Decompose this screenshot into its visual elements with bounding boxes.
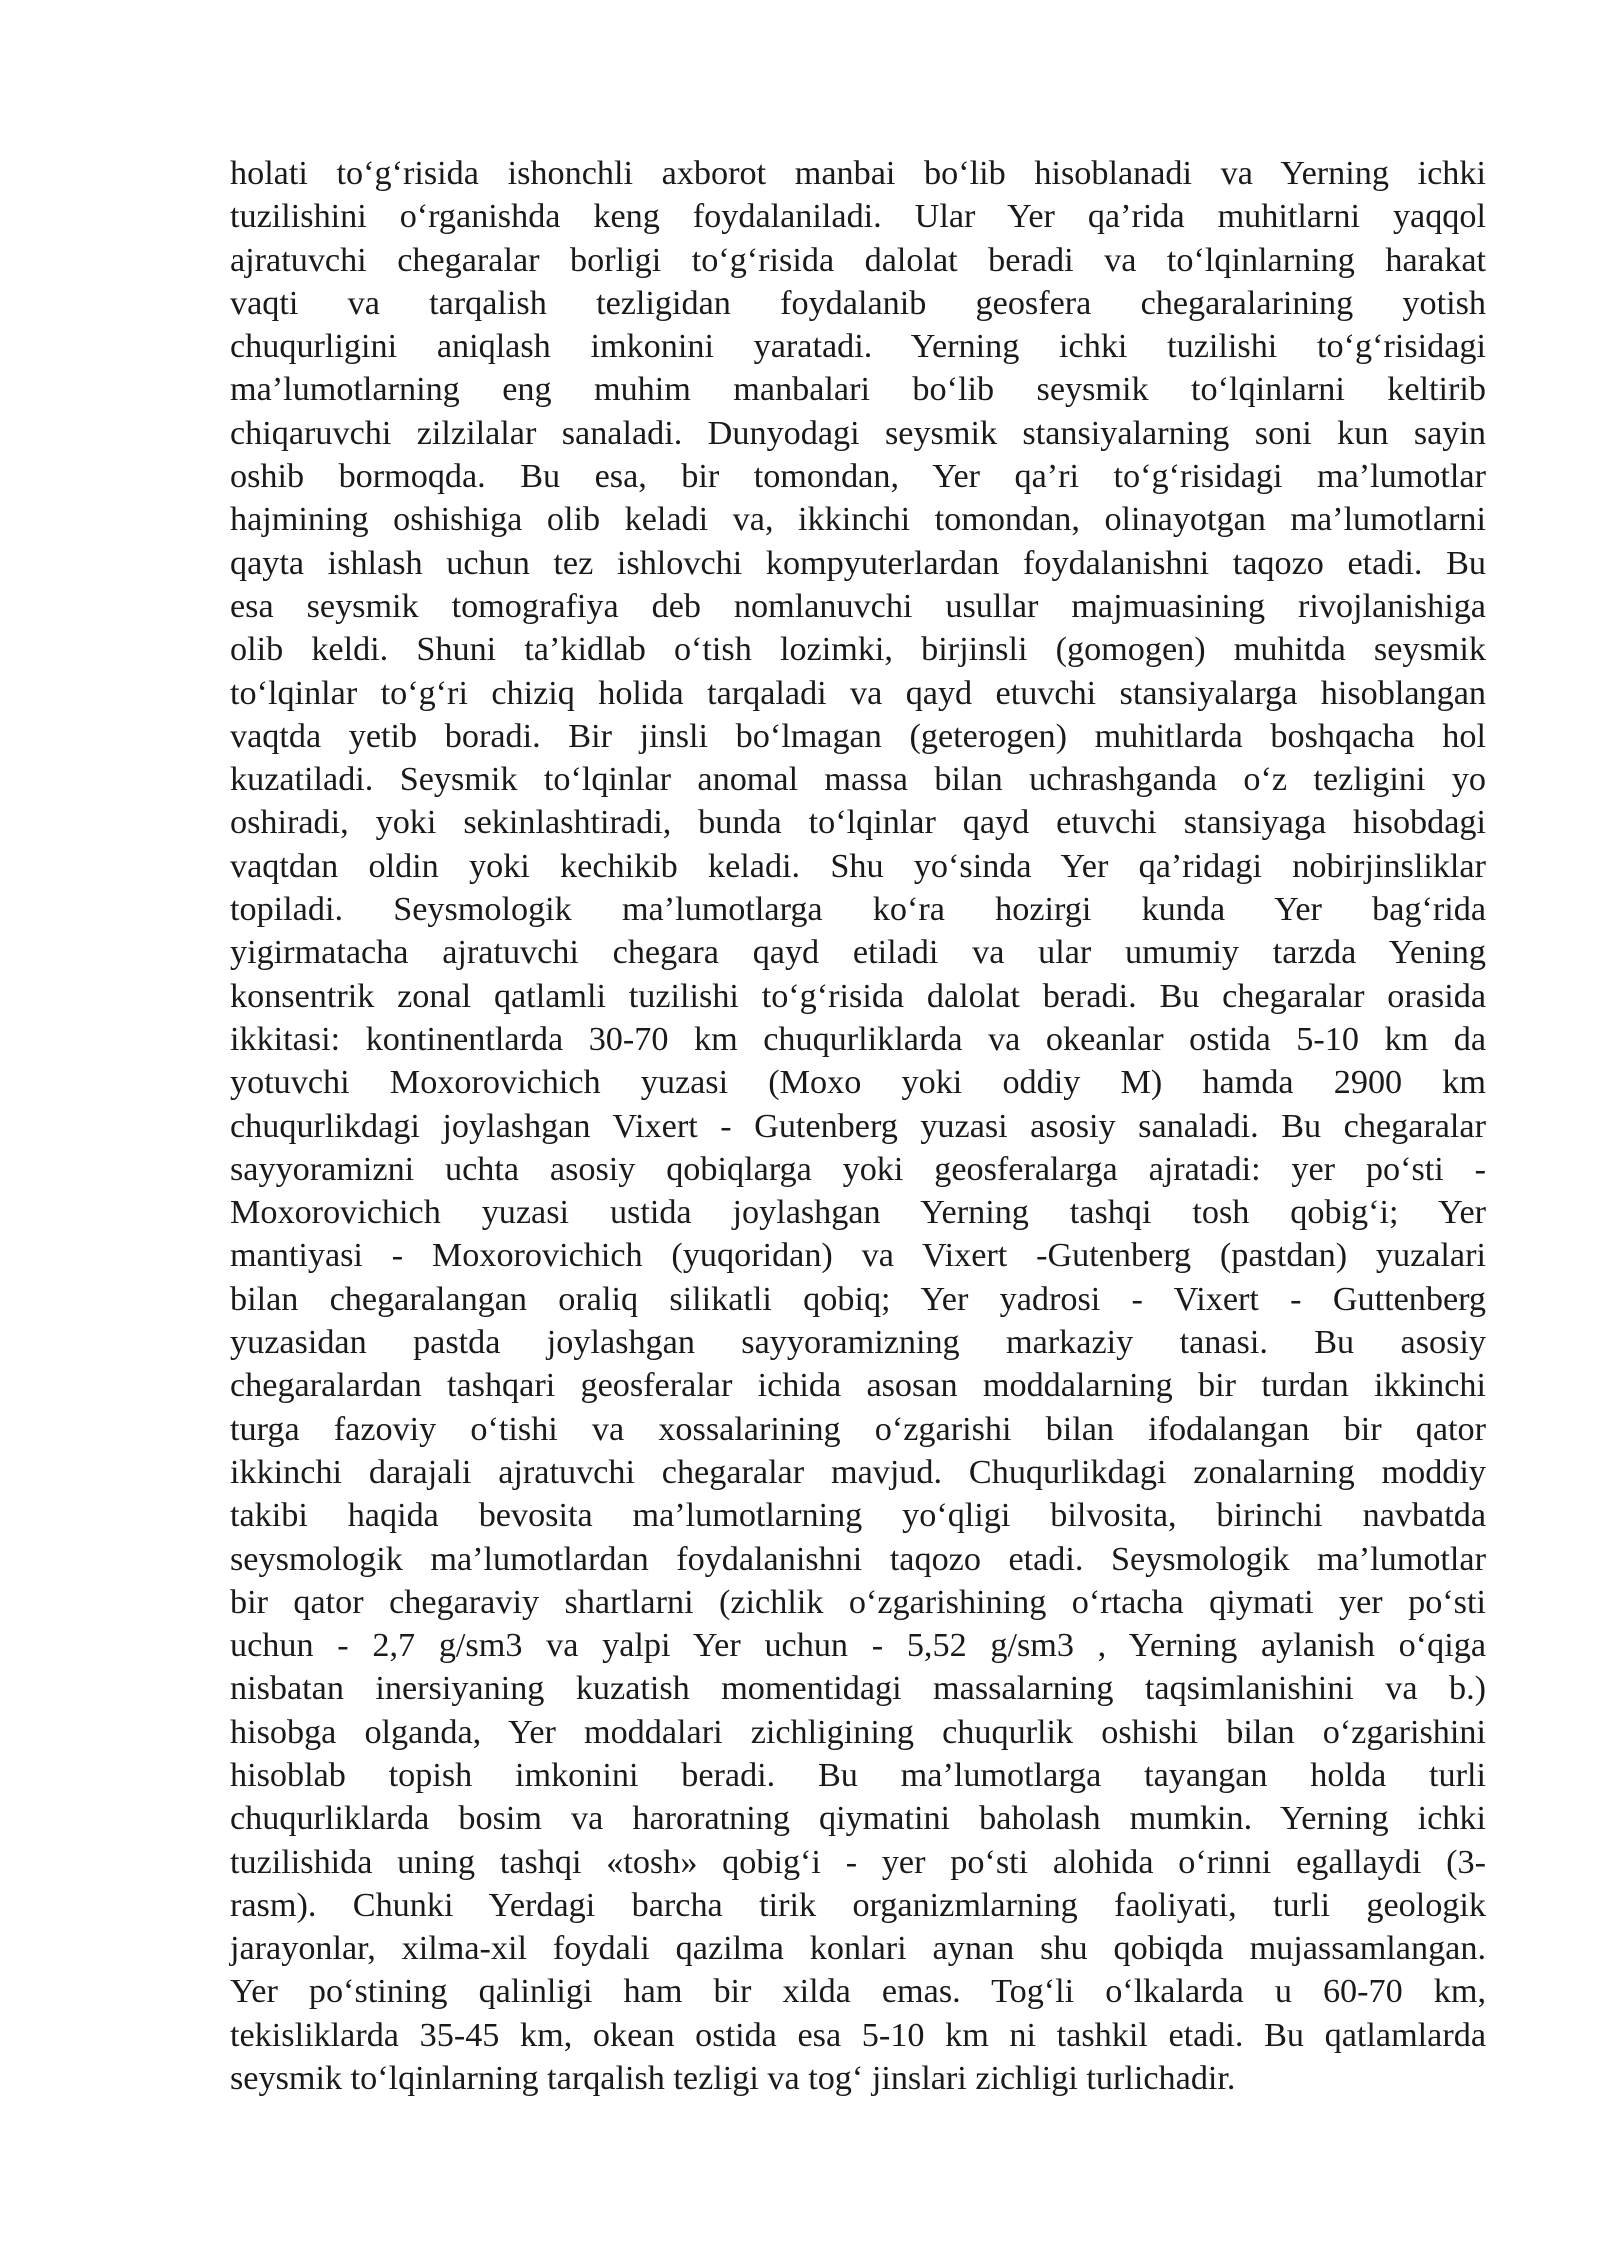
text-line: oshib bormoqda. Bu esa, bir tomondan, Yer qa’ri to‘g‘risidagi ma’lumotlar (230, 458, 1486, 496)
text-line: seysmologik ma’lumotlardan foydalanishni taqozo etadi. Seysmologik ma’lumotlar (230, 1540, 1486, 1578)
text-line: seysmik to‘lqinlarning tarqalish tezligi va tog‘ jinslari zichligi turlichadir. (230, 2060, 1236, 2098)
body-paragraph (230, 152, 1486, 2100)
text-line: tuzilishida uning tashqi «tosh» qobig‘i - yer po‘sti alohida o‘rinni egallaydi (3- (230, 1843, 1486, 1881)
text-line: turga fazoviy o‘tishi va xossalarining o‘zgarishi bilan ifodalangan bir qator (230, 1410, 1486, 1448)
text-line: Moxorovichich yuzasi ustida joylashgan Yerning tashqi tosh qobig‘i; Yer (230, 1194, 1486, 1232)
text-line: chuqurliklarda bosim va haroratning qiymatini baholash mumkin. Yerning ichki (230, 1800, 1486, 1838)
text-line: takibi haqida bevosita ma’lumotlarning yo‘qligi bilvosita, birinchi navbatda (230, 1497, 1486, 1535)
text-line: holati to‘g‘risida ishonchli axborot manbai bo‘lib hisoblanadi va Yerning ichki (230, 155, 1486, 192)
text-line: hisoblab topish imkonini beradi. Bu ma’lumotlarga tayangan holda turli (230, 1756, 1486, 1794)
text-line: kuzatiladi. Seysmik to‘lqinlar anomal massa bilan uchrashganda o‘z tezligini yo (230, 761, 1486, 799)
text-line: chuqurligini aniqlash imkonini yaratadi. Yerning ichki tuzilishi to‘g‘risidagi (230, 328, 1486, 366)
text-line: mantiyasi - Moxorovichich (yuqoridan) va Vixert -Gutenberg (pastdan) yuzalari (230, 1237, 1486, 1275)
text-line: vaqtda yetib boradi. Bir jinsli bo‘lmagan (geterogen) muhitlarda boshqacha hol (230, 717, 1486, 755)
text-line: ma’lumotlarning eng muhim manbalari bo‘lib seysmik to‘lqinlarni keltirib (230, 371, 1486, 409)
text-line: nisbatan inersiyaning kuzatish momentidagi massalarning taqsimlanishini va b.) (230, 1670, 1486, 1708)
text-line: to‘lqinlar to‘g‘ri chiziq holida tarqaladi va qayd etuvchi stansiyalarga hisoblangan (230, 674, 1486, 712)
text-line: yotuvchi Moxorovichich yuzasi (Moxo yoki oddiy M) hamda 2900 km (230, 1064, 1486, 1102)
text-line: tekisliklarda 35-45 km, okean ostida esa 5-10 km ni tashkil etadi. Bu qatlamlarda (230, 2016, 1486, 2054)
text-line: yuzasidan pastda joylashgan sayyoramizning markaziy tanasi. Bu asosiy (230, 1324, 1486, 1362)
text-line: olib keldi. Shuni ta’kidlab o‘tish lozimki, birjinsli (gomogen) muhitda seysmik (230, 631, 1486, 669)
text-line: rasm). Chunki Yerdagi barcha tirik organizmlarning faoliyati, turli geologik (230, 1886, 1486, 1924)
text-line: oshiradi, yoki sekinlashtiradi, bunda to‘lqinlar qayd etuvchi stansiyaga hisobdagi (230, 804, 1486, 842)
text-line: esa seysmik tomografiya deb nomlanuvchi usullar majmuasining rivojlanishiga (230, 587, 1486, 625)
text-line: vaqtdan oldin yoki kechikib keladi. Shu yo‘sinda Yer qa’ridagi nobirjinsliklar (230, 847, 1486, 885)
text-line: vaqti va tarqalish tezligidan foydalanib geosfera chegaralarining yotish (230, 284, 1486, 322)
text-line: jarayonlar, xilma-xil foydali qazilma konlari aynan shu qobiqda mujassamlangan. (230, 1930, 1486, 1968)
text-line: tuzilishini o‘rganishda keng foydalaniladi. Ular Yer qa’rida muhitlarni yaqqol (230, 198, 1486, 236)
text-line: hajmining oshishiga olib keladi va, ikkinchi tomondan, olinayotgan ma’lumotlarni (230, 501, 1486, 539)
text-line: bir qator chegaraviy shartlarni (zichlik o‘zgarishining o‘rtacha qiymati yer po‘sti (230, 1583, 1486, 1621)
text-line: ikkinchi darajali ajratuvchi chegaralar mavjud. Chuqurlikdagi zonalarning moddiy (230, 1453, 1486, 1491)
text-line: yigirmatacha ajratuvchi chegara qayd etiladi va ular umumiy tarzda Yening (230, 934, 1486, 972)
text-line: chiqaruvchi zilzilalar sanaladi. Dunyodagi seysmik stansiyalarning soni kun sayin (230, 414, 1486, 452)
text-line: topiladi. Seysmologik ma’lumotlarga ko‘ra hozirgi kunda Yer bag‘rida (230, 891, 1486, 929)
text-line: uchun - 2,7 g/sm3 va yalpi Yer uchun - 5,52 g/sm3 , Yerning aylanish o‘qiga (230, 1627, 1486, 1665)
text-line: chegaralardan tashqari geosferalar ichida asosan moddalarning bir turdan ikkinchi (230, 1367, 1486, 1405)
text-line: ajratuvchi chegaralar borligi to‘g‘risida dalolat beradi va to‘lqinlarning harakat (230, 241, 1486, 279)
text-line: qayta ishlash uchun tez ishlovchi kompyuterlardan foydalanishni taqozo etadi. Bu (230, 544, 1486, 582)
text-line: hisobga olganda, Yer moddalari zichligining chuqurlik oshishi bilan o‘zgarishini (230, 1713, 1486, 1751)
text-line: ikkitasi: kontinentlarda 30-70 km chuqurliklarda va okeanlar ostida 5-10 km da (230, 1020, 1486, 1058)
text-line: bilan chegaralangan oraliq silikatli qobiq; Yer yadrosi - Vixert - Guttenberg (230, 1280, 1486, 1318)
text-line: Yer po‘stining qalinligi ham bir xilda emas. Tog‘li o‘lkalarda u 60-70 km, (230, 1973, 1486, 2011)
text-line: konsentrik zonal qatlamli tuzilishi to‘g‘risida dalolat beradi. Bu chegaralar orasida (230, 977, 1486, 1015)
text-line: chuqurlikdagi joylashgan Vixert - Gutenberg yuzasi asosiy sanaladi. Bu chegaralar (230, 1107, 1486, 1145)
text-line: sayyoramizni uchta asosiy qobiqlarga yoki geosferalarga ajratadi: yer po‘sti - (230, 1150, 1486, 1188)
